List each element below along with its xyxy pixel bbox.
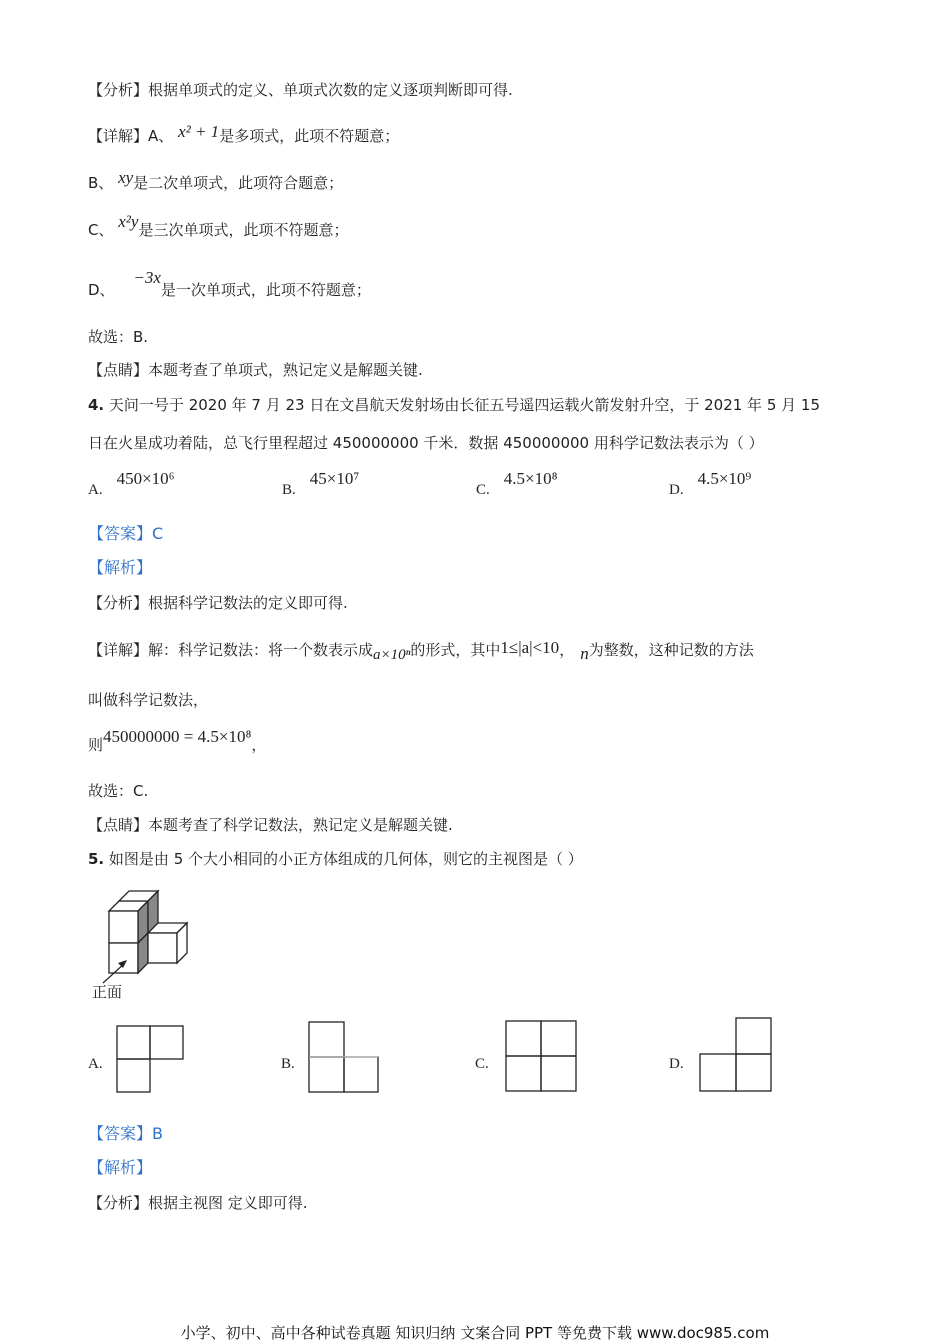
math-expression: x² + 1 [178,122,220,141]
cube-front-face [109,943,138,973]
q5-option-a-label: A. [88,1056,103,1072]
question-text: 如图是由 5 个大小相同的小正方体组成的几何体，则它的主视图是（ ） [108,850,583,868]
q5-analysis [88,1193,308,1213]
analysis-text: 根据主视图 定义即可得. [148,1194,308,1212]
option-d-figure [700,1018,771,1091]
answer-value: B [152,1124,163,1143]
analysis-tag: 【分析】 [88,1194,149,1212]
option-label: C. [476,482,490,498]
math-expression: a×10ⁿ [373,647,411,663]
q5-option-d-label: D. [669,1056,684,1072]
option-prefix: B、 [88,174,114,192]
front-label: 正面 [92,983,123,1001]
math-expression: 1≤|a|<10 [500,638,560,657]
cube-front-face [148,933,177,963]
option-value: 4.5×10⁹ [697,469,752,488]
math-expression: 450000000 = 4.5×10⁸ [103,727,252,746]
analysis-tag: 【分析】 [88,81,149,99]
option-label: B. [282,482,296,498]
answer-tag: 【答案】 [88,524,153,543]
math-expression: x²y [118,212,139,231]
option-prefix: D、 [88,281,115,299]
detail-text: 是三次单项式，此项不符题意； [138,221,349,239]
detail-text: 的形式，其中 [410,641,501,659]
detail-text: 则 [88,736,104,754]
detail-text: ， [559,641,575,659]
question-number: 4. [88,396,105,414]
q5-option-b-label: B. [281,1056,295,1072]
option-b-figure [309,1022,378,1092]
option-a-figure [117,1026,183,1092]
detail-text: 为整数，这种记数的方法 [588,641,754,659]
option-value: 450×10⁶ [116,469,175,488]
analysis-text: 根据单项式的定义、单项式次数的定义逐项判断即可得. [148,81,513,99]
answer-value: C [152,524,164,543]
detail-text: ， [251,736,267,754]
math-expression: xy [118,168,134,187]
q4-stem-line2: 日在火星成功着陆，总飞行里程超过 450000000 千米．数据 450000000 用科学记数法表示为（ ） [88,434,764,452]
q5-option-c-label: C. [475,1056,489,1072]
detail-tag: 【详解】 [88,641,149,659]
detail-tag: 【详解】 [88,127,149,145]
q5-solution-tag: 【解析】 [88,1158,153,1177]
comment-text: 本题考查了单项式，熟记定义是解题关键. [148,361,423,379]
analysis-text: 根据科学记数法的定义即可得. [148,594,348,612]
q5-answer [88,1124,163,1144]
answer-tag: 【答案】 [88,1124,153,1143]
q3-choice: 故选：B. [88,328,149,346]
page-footer: 小学、初中、高中各种试卷真题 知识归纳 文案合同 PPT 等免费下载 www.doc985.com [180,1324,770,1342]
option-label: D. [669,482,684,498]
detail-text: 是二次单项式，此项符合题意； [133,174,344,192]
option-prefix: C、 [88,221,114,239]
comment-tag: 【点睛】 [88,816,149,834]
option-c-figure [506,1021,576,1091]
option-value: 45×10⁷ [309,469,360,488]
detail-text: 是多项式，此项不符题意； [219,127,400,145]
math-expression: −3x [133,268,161,287]
detail-text: 解：科学记数法：将一个数表示成 [148,641,374,659]
option-label: A. [88,482,103,498]
q4-choice: 故选：C. [88,782,149,800]
comment-text: 本题考查了科学记数法，熟记定义是解题关键. [148,816,453,834]
option-prefix: A、 [148,127,174,145]
q4-solution-tag: 【解析】 [88,558,153,577]
comment-tag: 【点睛】 [88,361,149,379]
question-number: 5. [88,850,105,868]
math-variable: n [580,644,589,663]
q4-detail-line2: 叫做科学记数法， [88,691,209,709]
analysis-tag: 【分析】 [88,594,149,612]
cube-front-face [109,911,138,943]
option-value: 4.5×10⁸ [503,469,558,488]
question-text: 天问一号于 2020 年 7 月 23 日在文昌航天发射场由长征五号遥四运载火箭发射升空，于 2021 年 5 月 15 [108,396,820,414]
detail-text: 是一次单项式，此项不符题意； [160,281,371,299]
